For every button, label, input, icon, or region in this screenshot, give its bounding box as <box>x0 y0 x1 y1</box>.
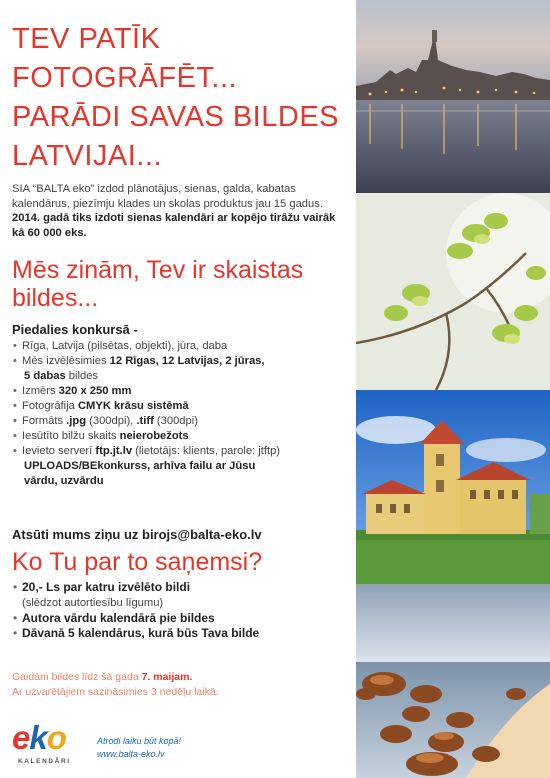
section-heading-line2: bildes... <box>12 284 99 312</box>
rule-item: • Rīga, Latvija (pilsētas, objekti), jūra, daba <box>12 339 352 354</box>
slogan-text: Atrodi laiku būt kopā! <box>97 736 182 746</box>
rule-item-continued: UPLOADS/BEkonkurss, arhīva failu ar Jūsu <box>24 460 256 472</box>
intro-text: SIA “BALTA eko” izdod plānotājus, sienas, galda, kabatas kalendārus, piezīmju klades un skolas produktus jau 15 gadus. <box>12 183 323 210</box>
intro-paragraph <box>12 182 346 240</box>
website-link[interactable]: www.balta-eko.lv <box>97 749 165 759</box>
rule-item: • Iesūtīto bilžu skaits neierobežots <box>12 429 352 444</box>
eko-logo <box>12 720 90 770</box>
photo-column <box>356 0 550 778</box>
deadline-notice: Gaidām bildes līdz šā gada 7. maijam. Ar uzvarētājiem sazināsimies 3 nedēļu laikā. <box>12 671 219 698</box>
page-title <box>12 20 352 176</box>
section-heading-line1: Mēs zinām, Tev ir skaistas <box>12 256 304 284</box>
spring-leaves-photo <box>356 193 550 390</box>
rule-item-continued: 5 dabas bildes <box>24 370 99 382</box>
rules-list <box>12 339 352 489</box>
reward-item: • 20,- Ls par katru izvēlēto bildi <box>12 580 352 595</box>
reward-item: • Dāvanā 5 kalendārus, kurā būs Tava bilde <box>12 626 352 641</box>
join-contest-heading: Piedalies konkursā - <box>12 322 138 337</box>
title-line: PARĀDI SAVAS BILDES <box>12 101 339 133</box>
rule-item: • Formāts .jpg (300dpi), .tiff (300dpi) <box>12 414 352 429</box>
rewards-list <box>12 580 352 641</box>
logo-subtitle: KALENDĀRI <box>18 758 71 765</box>
rule-item: • Mēs izvēlēsimies 12 Rīgas, 12 Latvijas, 2 jūras, <box>12 354 352 369</box>
intro-bold: 2014. gadā tiks izdoti sienas kalendāri ar kopējo tirāžu vairāk kā 60 000 eks. <box>12 212 336 239</box>
title-line: FOTOGRĀFĒT... <box>12 62 238 94</box>
reward-item: • Autora vārdu kalendārā pie bildes <box>12 611 352 626</box>
rule-item: • Ievieto serverī ftp.jt.lv (lietotājs: klients, parole: jtftp) <box>12 444 352 459</box>
rule-item-continued: vārdu, uzvārdu <box>24 475 104 487</box>
seaside-photo <box>356 584 550 778</box>
title-line: TEV PATĪK <box>12 23 161 55</box>
reward-note: (slēdzot autortiesību līgumu) <box>22 597 164 609</box>
rule-item: • Izmērs 320 x 250 mm <box>12 384 352 399</box>
title-line: LATVIJAI... <box>12 140 163 172</box>
rule-item: • Fotogrāfija CMYK krāsu sistēmā <box>12 399 352 414</box>
contact-email-line: Atsūti mums ziņu uz birojs@balta-eko.lv <box>12 527 262 542</box>
rewards-heading: Ko Tu par to saņemsi? <box>12 548 263 576</box>
castle-photo <box>356 390 550 584</box>
logo-wordmark: eko <box>12 719 66 756</box>
riga-night-photo <box>356 0 550 193</box>
slogan <box>97 735 181 761</box>
